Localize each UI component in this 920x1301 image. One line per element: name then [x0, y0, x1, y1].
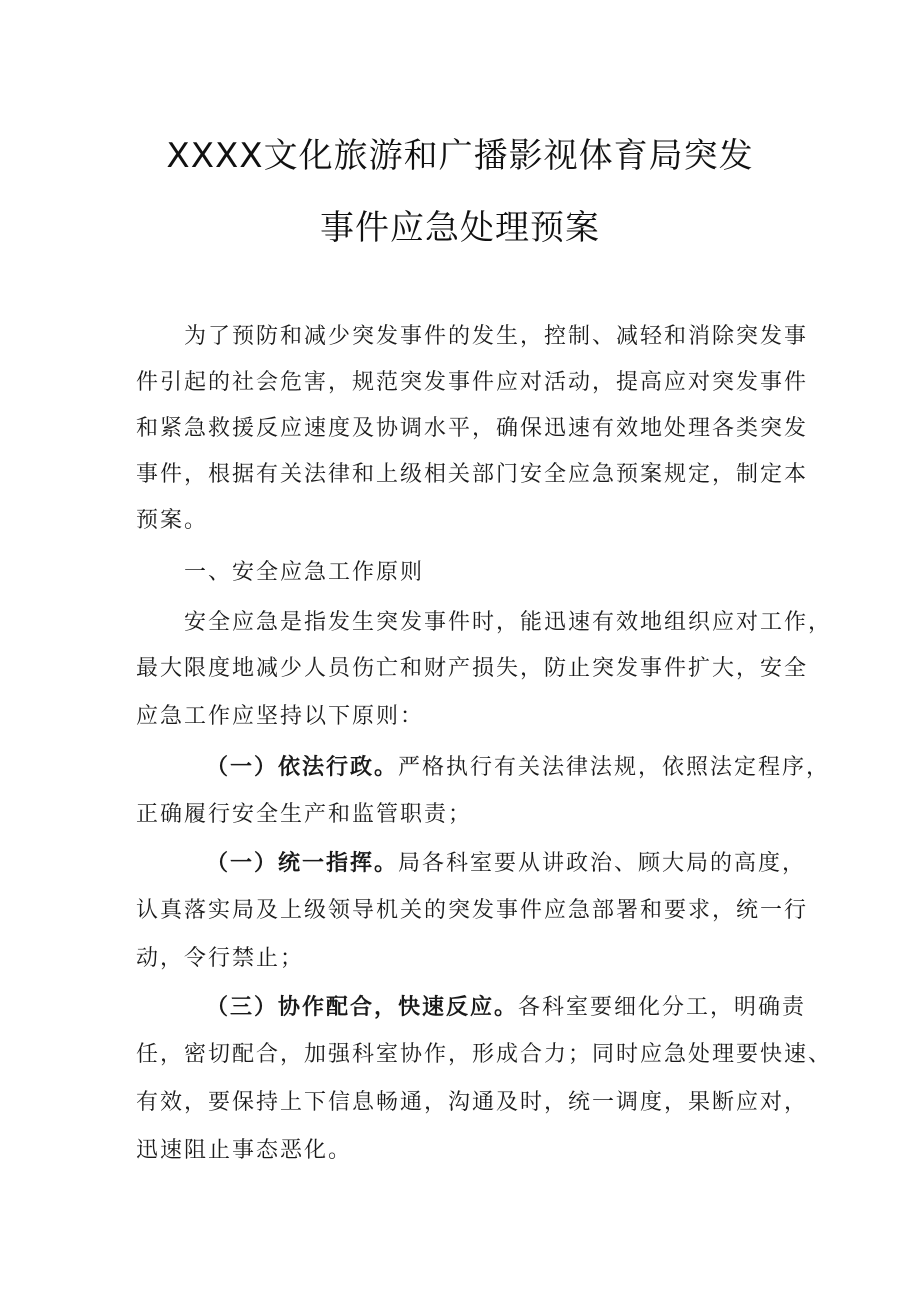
document-title-line-1: XXXX文化旅游和广播影视体育局突发	[166, 136, 754, 176]
intro-line-4: 事件，根据有关法律和上级相关部门安全应急预案规定，制定本	[136, 462, 809, 487]
intro-line-1: 为了预防和减少突发事件的发生，控制、减轻和消除突发事	[184, 324, 809, 349]
document-title-line-2: 事件应急处理预案	[320, 208, 600, 248]
principle-3-line-2: 任，密切配合，加强科室协作，形成合力；同时应急处理要快速、	[136, 1042, 833, 1067]
principle-2-label: （一）统一指挥。	[206, 850, 399, 876]
intro-line-3: 和紧急救援反应速度及协调水平，确保迅速有效地处理各类突发	[136, 416, 809, 441]
principle-3-line-4: 迅速阻止事态恶化。	[136, 1138, 353, 1163]
principle-1-text: 严格执行有关法律法规，依照法定程序，	[398, 755, 831, 780]
principle-3-label: （三）协作配合，快速反应。	[206, 994, 519, 1020]
principle-2-line-2: 认真落实局及上级领导机关的突发事件应急部署和要求，统一行	[136, 898, 809, 923]
principle-3-line-3: 有效，要保持上下信息畅通，沟通及时，统一调度，果断应对，	[136, 1090, 809, 1115]
principle-2-line-3: 动，令行禁止；	[136, 946, 305, 971]
principle-1-line-2: 正确履行安全生产和监管职责；	[136, 802, 473, 827]
principle-1-label: （一）依法行政。	[206, 754, 399, 780]
intro-line-2: 件引起的社会危害，规范突发事件应对活动，提高应对突发事件	[136, 370, 809, 395]
principle-3-text: 各科室要细化分工，明确责	[518, 995, 807, 1020]
principle-1-first-line	[206, 752, 831, 783]
section-heading: 一、安全应急工作原则	[184, 560, 425, 585]
principle-2-text: 局各科室要从讲政治、顾大局的高度，	[398, 851, 807, 876]
section-body-line-2: 最大限度地减少人员伤亡和财产损失，防止突发事件扩大，安全	[136, 656, 809, 681]
principle-2-first-line	[206, 848, 807, 879]
section-body-line-1: 安全应急是指发生突发事件时，能迅速有效地组织应对工作，	[184, 610, 833, 635]
section-body-line-3: 应急工作应坚持以下原则：	[136, 704, 425, 729]
intro-line-5: 预案。	[136, 508, 209, 533]
principle-3-first-line	[206, 992, 807, 1023]
